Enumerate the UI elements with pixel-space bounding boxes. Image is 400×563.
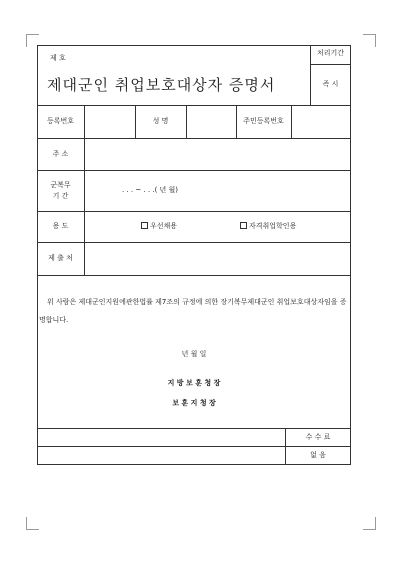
resident-number-label: 주민등록번호	[243, 117, 284, 125]
submit-to-label: 제 출 처	[48, 254, 73, 262]
registration-number-field[interactable]	[85, 106, 134, 137]
row4-col-line	[84, 211, 85, 242]
issuer-regional-office: 지 방 보 훈 청 장	[167, 379, 221, 387]
fee-top-line	[37, 428, 351, 429]
name-field[interactable]	[187, 106, 235, 137]
document-title: 제대군인 취업보호대상자 증명서	[47, 76, 276, 94]
fee-value: 없 음	[310, 451, 326, 459]
service-period-label-line1: 군복무	[50, 181, 71, 189]
crop-mark-bottom-left	[26, 517, 39, 530]
address-label: 주 소	[52, 150, 69, 158]
name-label: 성 명	[152, 117, 169, 125]
certification-statement-line2: 명합니다.	[39, 316, 69, 324]
priority-hiring-checkbox-icon[interactable]	[141, 222, 148, 229]
submit-to-field[interactable]	[85, 243, 350, 274]
crop-mark-bottom-right	[363, 517, 376, 530]
processing-period-label: 처리기간	[316, 49, 345, 57]
resident-number-field[interactable]	[292, 106, 350, 137]
fee-label: 수 수 료	[305, 433, 331, 441]
processing-period-value: 즉 시	[322, 80, 339, 88]
purpose-option-qualification[interactable]	[240, 222, 296, 231]
certification-statement-line1: 위 사람은 제대군인지원에관한법률 제7조의 규정에 의한 장기복무제대군인 취업보호대상자임을 증	[47, 298, 347, 306]
header-divider-right	[310, 64, 351, 65]
address-field[interactable]	[85, 139, 350, 169]
row3-col-line	[84, 170, 85, 211]
qualification-checkbox-icon[interactable]	[240, 222, 247, 229]
purpose-option-priority-hiring[interactable]	[141, 222, 177, 231]
fee-middle-line	[37, 446, 351, 447]
issuer-branch-office: 보 훈 지 청 장	[172, 399, 216, 407]
service-period-label-line2: 기 간	[52, 192, 69, 200]
qualification-label: 자격취업학인용	[249, 222, 297, 230]
service-period-value[interactable]: . . . ~ . . .( 년 월)	[122, 186, 179, 194]
registration-number-label: 등록번호	[46, 117, 75, 125]
certificate-number-label: 제 호	[50, 54, 66, 62]
row5-bottom-line	[37, 275, 351, 276]
priority-hiring-label: 우선채용	[150, 222, 178, 230]
issue-date-line: 년 월 일	[181, 350, 207, 358]
crop-mark-top-right	[363, 34, 376, 47]
purpose-label: 용 도	[52, 222, 69, 230]
